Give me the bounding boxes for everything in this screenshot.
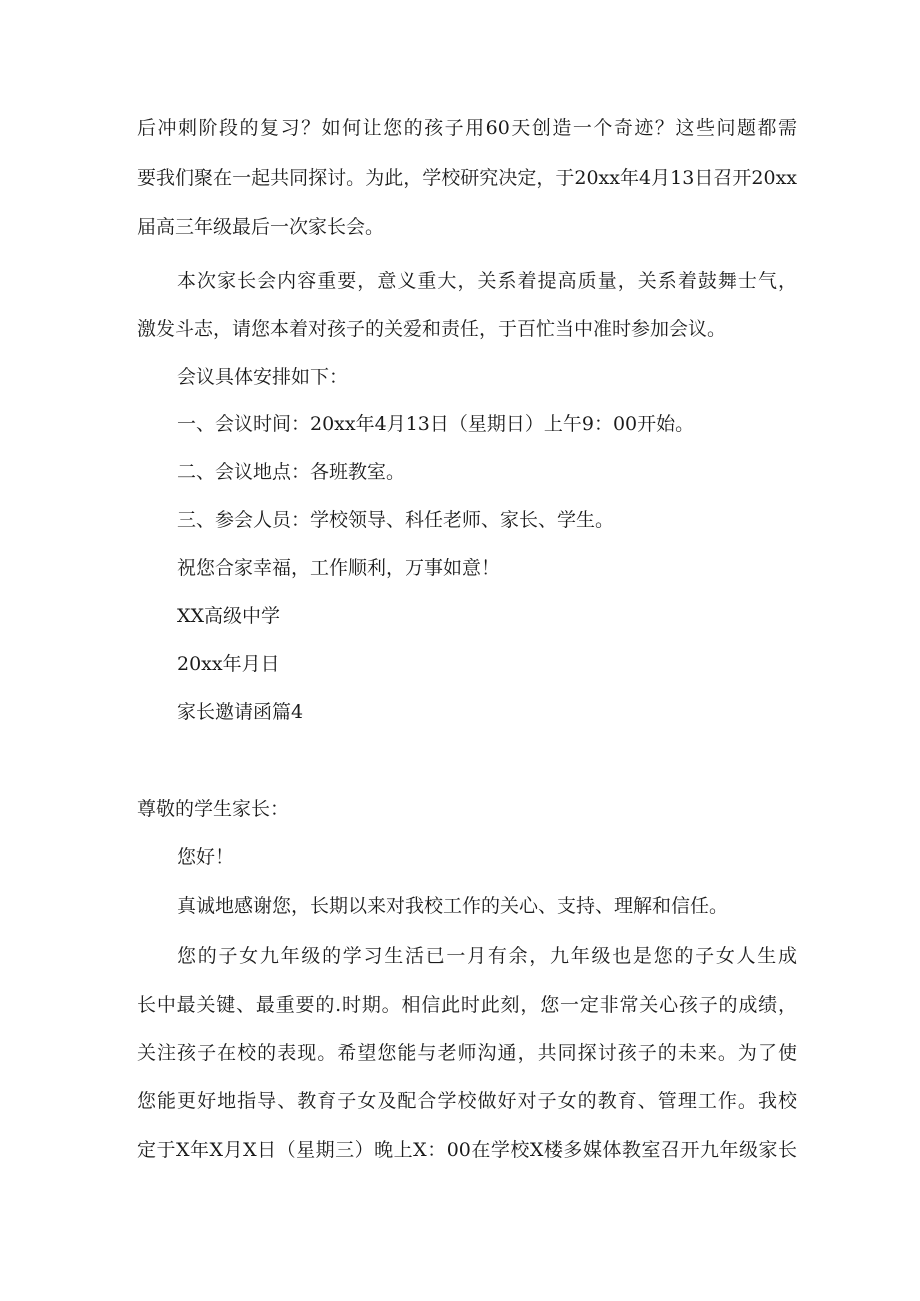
closing-wishes: 祝您合家幸福，工作顺利，万事如意！: [177, 557, 501, 579]
meeting-attendees-item: 三、参会人员：学校领导、科任老师、家长、学生。: [177, 509, 615, 531]
signature-date: 20xx年月日: [177, 653, 280, 675]
paragraph-line: 您的子女九年级的学习生活已一月有余，九年级也是您的子女人生成: [177, 945, 797, 967]
paragraph-line: 要我们聚在一起共同探讨。为此，学校研究决定，于20xx年4月13日召开20xx: [137, 167, 797, 189]
meeting-time-item: 一、会议时间：20xx年4月13日（星期日）上午9：00开始。: [177, 413, 695, 435]
paragraph-line: 关注孩子在校的表现。希望您能与老师沟通，共同探讨孩子的未来。为了使: [137, 1042, 797, 1064]
paragraph-line: 激发斗志，请您本着对孩子的关爱和责任，于百忙当中准时参加会议。: [137, 318, 727, 340]
greeting: 您好！: [177, 846, 235, 868]
paragraph-line: 长中最关键、最重要的.时期。相信此时此刻，您一定非常关心孩子的成绩，: [137, 994, 797, 1016]
section-title: 家长邀请函篇4: [177, 701, 304, 723]
paragraph-line: 后冲刺阶段的复习？如何让您的孩子用60天创造一个奇迹？这些问题都需: [137, 117, 797, 139]
paragraph-line: 您能更好地指导、教育子女及配合学校做好对子女的教育、管理工作。我校: [137, 1090, 797, 1112]
paragraph-line: 定于X年X月X日（星期三）晚上X：00在学校X楼多媒体教室召开九年级家长: [137, 1139, 797, 1161]
meeting-location-item: 二、会议地点：各班教室。: [177, 461, 406, 483]
paragraph-line: 届高三年级最后一次家长会。: [137, 216, 385, 238]
thanks-line: 真诚地感谢您，长期以来对我校工作的关心、支持、理解和信任。: [177, 895, 729, 917]
salutation: 尊敬的学生家长：: [137, 798, 290, 820]
school-signature: XX高级中学: [177, 605, 281, 627]
arrangement-intro: 会议具体安排如下：: [177, 366, 349, 388]
paragraph-line: 本次家长会内容重要，意义重大，关系着提高质量，关系着鼓舞士气，: [177, 270, 797, 292]
